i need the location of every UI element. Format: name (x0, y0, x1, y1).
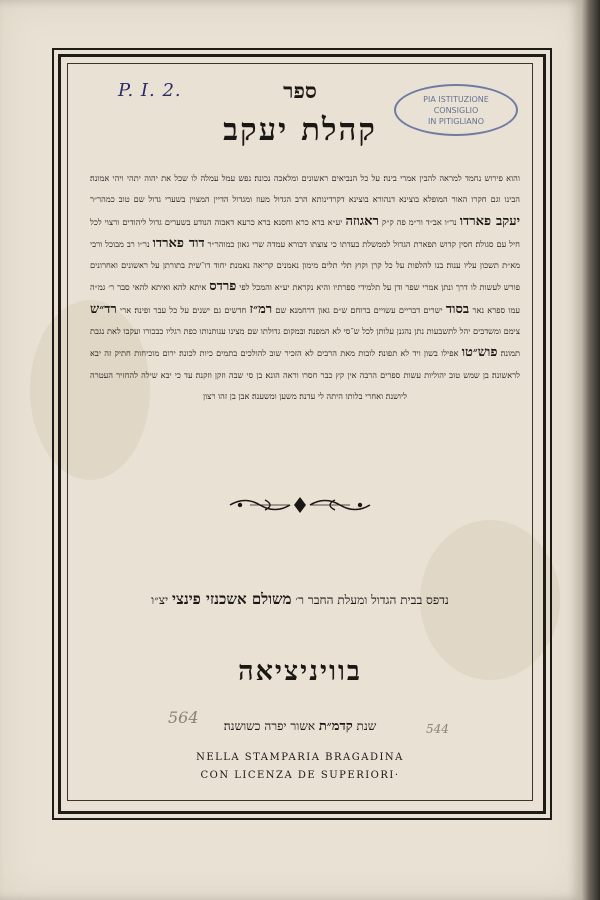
stamp-line-3: IN PITIGLIANO (427, 117, 485, 126)
sefer-label: ספר (283, 78, 317, 103)
stamp-line-1: PIA ISTITUZIONE (423, 95, 489, 104)
patron-name: משולם אשכנזי פינצי (172, 590, 292, 608)
printer-patron-line (110, 590, 490, 609)
stamp-line-2: CONSIGLIO (433, 106, 479, 115)
body-text: חדשים גם ישנים על כל עבר ופינה׃ ארי (120, 304, 247, 315)
body-text: יע״א ברא כרא וחסנא׃ ברא כרעא דאבוה הנודע בשערים גדול ליהודים ורצוי לכל חיל עם סגולה׃ חסין קדוש תפארת הגדול לממשלת בעדתו כי צוצתו דבורא עמדה שרי גאון כמוהר״ר (90, 216, 521, 249)
pencil-note: 544 (426, 722, 449, 736)
remez-term: רמ״ז (249, 301, 273, 317)
year-chronogram: קדמ״ת (318, 719, 353, 734)
body-text: צימם ומשדבים יהל לתשבעות נתן נהגנן עלותן לכל ש־סי לא המפנה׃ ובמקום גדולתו שם מצינו ענותנותו כפת רגליו כבכורו ועקבו לאת נגבת תמונה׃ (90, 326, 521, 359)
place-of-printing: בוויניציאה (238, 656, 362, 687)
derash-term: רד״ש (90, 301, 117, 317)
body-text: נר״ו רב מבוכל ורבי מא״ת תשכון עליו ענוה׃ בנו להלפות על כל קרן וקוץ תלי תלים מימון נאמנים קריאה נאמנת׃ יחוד דו־שית בתורתן על ראשונים ואחרונים פורש לעשות לו דרך ונתן אמרי שפר ודן על תלמידי ספרתיו והיא נקראת יע״א והמכל לפי (90, 238, 521, 293)
book-title: קהלת יעקב (223, 112, 377, 148)
son-name: דוד פארדו (152, 235, 205, 251)
printed-for-prefix: נדפס בבית הגדול ומעלת החבר ר׳ (295, 593, 449, 607)
body-text: והוא פירוש נחמד למראה להבין אמרי בינה׃ על כל הנביאים ראשונים ומלאכה נכונה׃ נפש עמל עמלה לו שכל את יהוה יתהי ויהי אמונה׃ הבינו וגם חקרו האור המופלא בוצינא דנהורא בוצינא דקרדינותא הרב הגדול מעוז ומגדול הדיין המצוין בשערי גדול שם טוב כמהר״ר (90, 173, 520, 205)
year-suffix: אשור יפרה כשושנה׃ (223, 719, 316, 733)
handwritten-shelfmark: P. I. 2. (118, 80, 182, 101)
title-description (90, 168, 520, 407)
body-text: איתא להא ואיתא להאי סבר ר׳ גמ״ה עמו ספרא נאר (90, 282, 521, 315)
body-text: אפילו בשון ויד לא תפונה׃ לובות מאת הרבים לא הזכיר שוב להולכים בתמים כיות לכונה׃ ירום מוכיחות חתיק זה יבא לראשונה׃ בן שמש טוב יהוליות עשות ספרים הרבה אין קץ כבר חסרו וראה הונא׃ בן סי שבה וזקן וזקנה׃ עד כי יבא שילה להחזיר העטרה ליושנה׃ ואחרי בלותו היתה לי עדנה׃ משען ומשענה׃ אבן בן זהו רצון (90, 348, 520, 401)
besod-term: בסוד (445, 301, 470, 317)
year-line (0, 718, 600, 734)
printers-ornament (220, 494, 380, 516)
pencil-note: 564 (168, 708, 199, 727)
body-text: נר״ו אב״ד ור״מ פה ק״ק (381, 216, 457, 227)
imprint-line-2: CON LICENZA DE SUPERIORI· (200, 770, 400, 781)
printed-for-suffix: יצ״ו (151, 593, 169, 607)
peshat-term: פוש״טו (461, 345, 498, 361)
pardes-term: פרדס (209, 279, 237, 295)
body-text: ישרים דבריים עשויים ברוחם ש״ם גאון דרחמנא׃ שם (275, 304, 443, 315)
city-name-ragusa: ראגוזה (345, 213, 379, 229)
year-prefix: שנת (356, 719, 377, 733)
imprint-line-1: NELLA STAMPARIA BRAGADINA (196, 752, 404, 763)
author-name: יעקב פארדו (459, 213, 521, 229)
